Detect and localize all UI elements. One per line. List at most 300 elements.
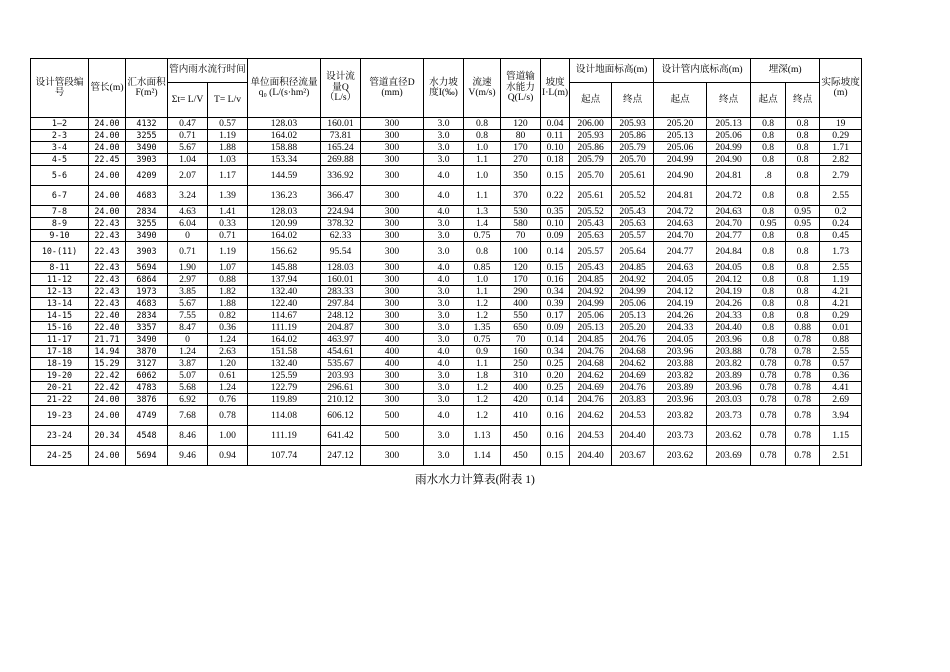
table-cell: 205.64 <box>612 242 654 262</box>
table-cell: 0.71 <box>168 130 208 142</box>
table-cell: 0.8 <box>751 206 786 218</box>
table-cell: 22.43 <box>89 230 126 242</box>
table-cell: 205.20 <box>654 118 707 130</box>
table-cell: 1.4 <box>464 218 501 230</box>
table-cell: 2.51 <box>820 446 862 466</box>
table-cell: 0.78 <box>751 358 786 370</box>
table-cell: 450 <box>501 446 541 466</box>
table-cell: 0.29 <box>820 310 862 322</box>
table-cell: 8-11 <box>31 262 89 274</box>
hydraulic-calculation-table <box>30 58 862 466</box>
table-cell: 205.57 <box>612 230 654 242</box>
table-cell: 204.19 <box>654 298 707 310</box>
table-cell: 22.42 <box>89 370 126 382</box>
table-cell: 203.62 <box>707 426 751 446</box>
table-cell: 0.75 <box>464 334 501 346</box>
table-cell: 22.43 <box>89 298 126 310</box>
table-cell: 5694 <box>126 446 168 466</box>
table-cell: 120 <box>501 262 541 274</box>
table-cell: 9-10 <box>31 230 89 242</box>
table-cell: 95.54 <box>321 242 361 262</box>
table-cell: 0.85 <box>464 262 501 274</box>
table-cell: 0.33 <box>208 218 248 230</box>
table-cell: 0.11 <box>541 130 570 142</box>
table-cell: 3.0 <box>424 446 464 466</box>
header-velocity: 流速V(m/s) <box>464 59 501 118</box>
table-cell: 204.05 <box>654 334 707 346</box>
table-cell: 0.34 <box>541 286 570 298</box>
table-cell: 2.97 <box>168 274 208 286</box>
table-cell: 122.79 <box>248 382 321 394</box>
table-cell: 0.8 <box>751 230 786 242</box>
table-cell: 270 <box>501 154 541 166</box>
table-cell: 0.78 <box>786 406 820 426</box>
table-cell: 3.0 <box>424 142 464 154</box>
header-depth-end: 终点 <box>786 83 820 118</box>
table-cell: 80 <box>501 130 541 142</box>
table-row <box>31 230 862 242</box>
table-cell: 3357 <box>126 322 168 334</box>
table-cell: 300 <box>361 166 424 186</box>
table-cell: 204.99 <box>570 298 612 310</box>
table-row <box>31 262 862 274</box>
table-cell: 300 <box>361 382 424 394</box>
table-cell: 160.01 <box>321 118 361 130</box>
table-cell: 0.36 <box>820 370 862 382</box>
table-cell: 3.0 <box>424 382 464 394</box>
table-cell: 204.12 <box>654 286 707 298</box>
table-cell: 300 <box>361 130 424 142</box>
table-cell: 0.8 <box>786 130 820 142</box>
table-cell: 0.10 <box>541 218 570 230</box>
table-cell: 204.26 <box>707 298 751 310</box>
table-cell: 0.78 <box>751 394 786 406</box>
table-cell: 2.55 <box>820 262 862 274</box>
header-length: 管长(m) <box>89 59 126 118</box>
table-cell: 6-7 <box>31 186 89 206</box>
table-cell: 164.02 <box>248 230 321 242</box>
table-cell: 7.68 <box>168 406 208 426</box>
table-cell: 119.89 <box>248 394 321 406</box>
table-cell: 205.13 <box>654 130 707 142</box>
table-cell: 22.43 <box>89 242 126 262</box>
table-cell: 1.88 <box>208 142 248 154</box>
table-cell: 151.58 <box>248 346 321 358</box>
header-area: 汇水面积F(m²) <box>126 59 168 118</box>
table-cell: 0.10 <box>541 142 570 154</box>
table-cell: 22.42 <box>89 382 126 394</box>
table-cell: 204.85 <box>570 274 612 286</box>
table-cell: 3255 <box>126 218 168 230</box>
table-row <box>31 406 862 426</box>
table-cell: 24.00 <box>89 142 126 154</box>
table-cell: 1.2 <box>464 298 501 310</box>
table-cell: 203.93 <box>321 370 361 382</box>
table-row <box>31 130 862 142</box>
table-cell: 3.0 <box>424 334 464 346</box>
table-cell: 248.12 <box>321 310 361 322</box>
table-cell: 22.43 <box>89 262 126 274</box>
table-cell: 0.18 <box>541 154 570 166</box>
table-cell: 641.42 <box>321 426 361 446</box>
table-cell: 19-20 <box>31 370 89 382</box>
table-cell: 203.89 <box>707 370 751 382</box>
table-cell: 205.06 <box>654 142 707 154</box>
table-cell: 205.43 <box>570 262 612 274</box>
table-cell: 158.88 <box>248 142 321 154</box>
table-cell: 107.74 <box>248 446 321 466</box>
table-cell: 378.32 <box>321 218 361 230</box>
table-cell: 500 <box>361 406 424 426</box>
table-cell: 0.8 <box>751 286 786 298</box>
table-cell: 204.26 <box>654 310 707 322</box>
table-cell: 1.88 <box>208 298 248 310</box>
table-cell: 204.76 <box>612 334 654 346</box>
table-cell: 204.70 <box>654 230 707 242</box>
table-cell: 0.88 <box>208 274 248 286</box>
table-cell: 530 <box>501 206 541 218</box>
table-cell: 4749 <box>126 406 168 426</box>
table-cell: 3.24 <box>168 186 208 206</box>
table-cell: 2.69 <box>820 394 862 406</box>
table-cell: 0.01 <box>820 322 862 334</box>
table-cell: 204.72 <box>654 206 707 218</box>
table-cell: 11-12 <box>31 274 89 286</box>
table-cell: 0.8 <box>751 242 786 262</box>
header-t: T= L/v <box>208 83 248 118</box>
table-cell: 336.92 <box>321 166 361 186</box>
table-cell: 2.82 <box>820 154 862 166</box>
table-cell: 203.73 <box>654 426 707 446</box>
table-cell: 205.52 <box>570 206 612 218</box>
table-cell: 1.35 <box>464 322 501 334</box>
table-cell: 2834 <box>126 310 168 322</box>
table-cell: 0.78 <box>786 394 820 406</box>
table-cell: 203.88 <box>654 358 707 370</box>
table-cell: 19 <box>820 118 862 130</box>
table-cell: 1.2 <box>464 310 501 322</box>
table-cell: 0.61 <box>208 370 248 382</box>
table-cell: 1.8 <box>464 370 501 382</box>
table-row <box>31 286 862 298</box>
table-cell: 205.43 <box>612 206 654 218</box>
table-cell: 3.0 <box>424 370 464 382</box>
header-depth-start: 起点 <box>751 83 786 118</box>
header-ground-elevation: 设计地面标高(m) <box>570 59 654 83</box>
table-cell: 73.81 <box>321 130 361 142</box>
table-cell: 1.24 <box>168 346 208 358</box>
table-cell: 2.63 <box>208 346 248 358</box>
table-cell: 144.59 <box>248 166 321 186</box>
table-cell: 204.53 <box>612 406 654 426</box>
table-cell: 70 <box>501 230 541 242</box>
table-cell: 204.76 <box>570 394 612 406</box>
table-cell: 0.8 <box>751 154 786 166</box>
table-cell: 4.0 <box>424 262 464 274</box>
table-cell: 204.99 <box>654 154 707 166</box>
table-cell: 4.0 <box>424 406 464 426</box>
table-cell: 22.45 <box>89 154 126 166</box>
table-cell: 300 <box>361 142 424 154</box>
table-cell: 132.40 <box>248 286 321 298</box>
table-cell: 2834 <box>126 206 168 218</box>
table-cell: 3.0 <box>424 154 464 166</box>
table-cell: 0.8 <box>751 262 786 274</box>
table-cell: 122.40 <box>248 298 321 310</box>
table-cell: 0.16 <box>541 426 570 446</box>
table-cell: 4.0 <box>424 206 464 218</box>
table-cell: 0.8 <box>751 186 786 206</box>
table-cell: 170 <box>501 274 541 286</box>
table-cell: 2.07 <box>168 166 208 186</box>
header-capacity: 管道输水能力Q(L/s) <box>501 59 541 118</box>
table-row <box>31 186 862 206</box>
table-cell: 0.78 <box>786 334 820 346</box>
table-cell: 170 <box>501 142 541 154</box>
table-cell: 0.8 <box>786 186 820 206</box>
table-cell: 463.97 <box>321 334 361 346</box>
table-cell: 22.43 <box>89 286 126 298</box>
table-cell: 4783 <box>126 382 168 394</box>
table-cell: 0.78 <box>786 382 820 394</box>
table-cell: 204.81 <box>654 186 707 206</box>
table-cell: 128.03 <box>321 262 361 274</box>
header-flow-time: 管内雨水流行时间 <box>168 59 248 83</box>
table-cell: 13-14 <box>31 298 89 310</box>
table-cell: 204.33 <box>654 322 707 334</box>
table-cell: 204.62 <box>570 370 612 382</box>
table-row <box>31 358 862 370</box>
table-cell: 300 <box>361 218 424 230</box>
table-cell: 370 <box>501 186 541 206</box>
table-cell: 3903 <box>126 154 168 166</box>
table-cell: 22.43 <box>89 274 126 286</box>
table-cell: 203.96 <box>654 346 707 358</box>
table-cell: 7-8 <box>31 206 89 218</box>
table-cell: 1.90 <box>168 262 208 274</box>
table-cell: 9.46 <box>168 446 208 466</box>
table-cell: 0.15 <box>541 446 570 466</box>
table-cell: 21-22 <box>31 394 89 406</box>
table-cell: 5694 <box>126 262 168 274</box>
table-cell: 204.62 <box>612 358 654 370</box>
table-row <box>31 274 862 286</box>
table-cell: 128.03 <box>248 118 321 130</box>
table-cell: 0.78 <box>751 406 786 426</box>
table-cell: 0.8 <box>751 298 786 310</box>
table-cell: 145.88 <box>248 262 321 274</box>
table-cell: 4209 <box>126 166 168 186</box>
table-cell: 290 <box>501 286 541 298</box>
table-cell: 0.57 <box>208 118 248 130</box>
table-cell: 3.87 <box>168 358 208 370</box>
table-cell: 114.67 <box>248 310 321 322</box>
table-cell: 14-15 <box>31 310 89 322</box>
table-cell: 420 <box>501 394 541 406</box>
table-cell: 204.77 <box>654 242 707 262</box>
table-cell: 0.8 <box>786 242 820 262</box>
table-cell: 300 <box>361 370 424 382</box>
table-cell: 6864 <box>126 274 168 286</box>
table-cell: 1.20 <box>208 358 248 370</box>
table-cell: 0.8 <box>786 274 820 286</box>
table-cell: 0.14 <box>541 242 570 262</box>
table-cell: 535.67 <box>321 358 361 370</box>
table-cell: 1.1 <box>464 154 501 166</box>
table-cell: 300 <box>361 274 424 286</box>
table-cell: 15.29 <box>89 358 126 370</box>
table-cell: 300 <box>361 262 424 274</box>
table-cell: 0.29 <box>820 130 862 142</box>
table-cell: 1.19 <box>820 274 862 286</box>
table-cell: 204.85 <box>570 334 612 346</box>
table-cell: 205.86 <box>570 142 612 154</box>
table-cell: 300 <box>361 298 424 310</box>
table-cell: 24.00 <box>89 406 126 426</box>
table-cell: 0.95 <box>751 218 786 230</box>
table-cell: 3.0 <box>424 394 464 406</box>
table-cell: 0.36 <box>208 322 248 334</box>
table-cell: 0 <box>168 334 208 346</box>
table-cell: 1.0 <box>464 166 501 186</box>
table-cell: 5-6 <box>31 166 89 186</box>
table-cell: 4-5 <box>31 154 89 166</box>
table-cell: 111.19 <box>248 322 321 334</box>
table-cell: 1.0 <box>464 274 501 286</box>
table-cell: 500 <box>361 426 424 446</box>
table-cell: 1.71 <box>820 142 862 154</box>
table-cell: 400 <box>361 358 424 370</box>
header-invert-end: 终点 <box>707 83 751 118</box>
table-cell: 204.63 <box>707 206 751 218</box>
table-cell: 0.76 <box>208 394 248 406</box>
table-cell: 0.8 <box>751 142 786 154</box>
table-cell: 204.63 <box>654 218 707 230</box>
table-cell: 0.8 <box>751 310 786 322</box>
table-cell: 205.70 <box>612 154 654 166</box>
table-cell: 1.39 <box>208 186 248 206</box>
table-cell: 0.8 <box>464 118 501 130</box>
table-cell: 3.94 <box>820 406 862 426</box>
table-cell: 0.78 <box>786 358 820 370</box>
table-cell: 204.76 <box>612 382 654 394</box>
table-cell: 400 <box>361 334 424 346</box>
table-cell: 2.55 <box>820 346 862 358</box>
table-cell: 165.24 <box>321 142 361 154</box>
table-cell: 0.15 <box>541 166 570 186</box>
table-cell: 4.41 <box>820 382 862 394</box>
table-cell: 1.2 <box>464 382 501 394</box>
table-cell: 0.8 <box>786 166 820 186</box>
table-cell: 0.78 <box>751 370 786 382</box>
table-cell: 125.59 <box>248 370 321 382</box>
table-cell: 4548 <box>126 426 168 446</box>
table-cell: 204.69 <box>612 370 654 382</box>
table-cell: 3.0 <box>424 322 464 334</box>
table-cell: 400 <box>501 298 541 310</box>
table-row <box>31 310 862 322</box>
table-cell: 0.15 <box>541 262 570 274</box>
table-cell: 20-21 <box>31 382 89 394</box>
table-body <box>31 118 862 466</box>
table-cell: 203.88 <box>707 346 751 358</box>
table-cell: 4683 <box>126 186 168 206</box>
table-cell: 22.43 <box>89 218 126 230</box>
table-cell: 15-16 <box>31 322 89 334</box>
table-cell: 204.76 <box>570 346 612 358</box>
header-actual-slope: 实际坡度(m) <box>820 59 862 118</box>
table-cell: 120.99 <box>248 218 321 230</box>
table-cell: 1.14 <box>464 446 501 466</box>
table-cell: 3.0 <box>424 426 464 446</box>
table-cell: 0.78 <box>751 346 786 358</box>
table-row <box>31 206 862 218</box>
table-cell: 454.61 <box>321 346 361 358</box>
table-cell: 1.13 <box>464 426 501 446</box>
table-cell: 0.57 <box>820 358 862 370</box>
table-cell: 203.82 <box>654 370 707 382</box>
table-cell: 204.81 <box>707 166 751 186</box>
header-ground-start: 起点 <box>570 83 612 118</box>
table-cell: 4.0 <box>424 186 464 206</box>
table-cell: 20.34 <box>89 426 126 446</box>
table-cell: 4.0 <box>424 346 464 358</box>
table-cell: 8.46 <box>168 426 208 446</box>
table-row <box>31 298 862 310</box>
table-cell: 0.78 <box>208 406 248 426</box>
table-cell: 4.0 <box>424 274 464 286</box>
table-cell: 4.21 <box>820 298 862 310</box>
table-cell: 3490 <box>126 142 168 154</box>
table-row <box>31 382 862 394</box>
table-cell: 3.0 <box>424 242 464 262</box>
table-cell: 296.61 <box>321 382 361 394</box>
table-row <box>31 242 862 262</box>
table-cell: 203.73 <box>707 406 751 426</box>
table-cell: 205.52 <box>612 186 654 206</box>
table-cell: 3127 <box>126 358 168 370</box>
table-cell: 164.02 <box>248 130 321 142</box>
table-cell: 1.41 <box>208 206 248 218</box>
table-cell: 164.02 <box>248 334 321 346</box>
table-cell: 450 <box>501 426 541 446</box>
table-cell: 0.71 <box>168 242 208 262</box>
table-cell: 0.82 <box>208 310 248 322</box>
table-cell: 24.00 <box>89 166 126 186</box>
table-cell: 0.8 <box>751 334 786 346</box>
table-cell: 12-13 <box>31 286 89 298</box>
table-cell: 0.95 <box>786 206 820 218</box>
table-cell: 205.57 <box>570 242 612 262</box>
table-row <box>31 334 862 346</box>
table-cell: 0.8 <box>464 242 501 262</box>
table-cell: 205.86 <box>612 130 654 142</box>
table-cell: 24.00 <box>89 206 126 218</box>
table-cell: 204.92 <box>612 274 654 286</box>
table-cell: 250 <box>501 358 541 370</box>
table-cell: 297.84 <box>321 298 361 310</box>
table-cell: 205.06 <box>570 310 612 322</box>
table-cell: 204.62 <box>570 406 612 426</box>
table-cell: 8.47 <box>168 322 208 334</box>
table-cell: 206.00 <box>570 118 612 130</box>
table-cell: 204.05 <box>707 262 751 274</box>
table-cell: 650 <box>501 322 541 334</box>
table-cell: 204.53 <box>570 426 612 446</box>
table-cell: 204.99 <box>612 286 654 298</box>
table-cell: 4.21 <box>820 286 862 298</box>
table-cell: 1.17 <box>208 166 248 186</box>
